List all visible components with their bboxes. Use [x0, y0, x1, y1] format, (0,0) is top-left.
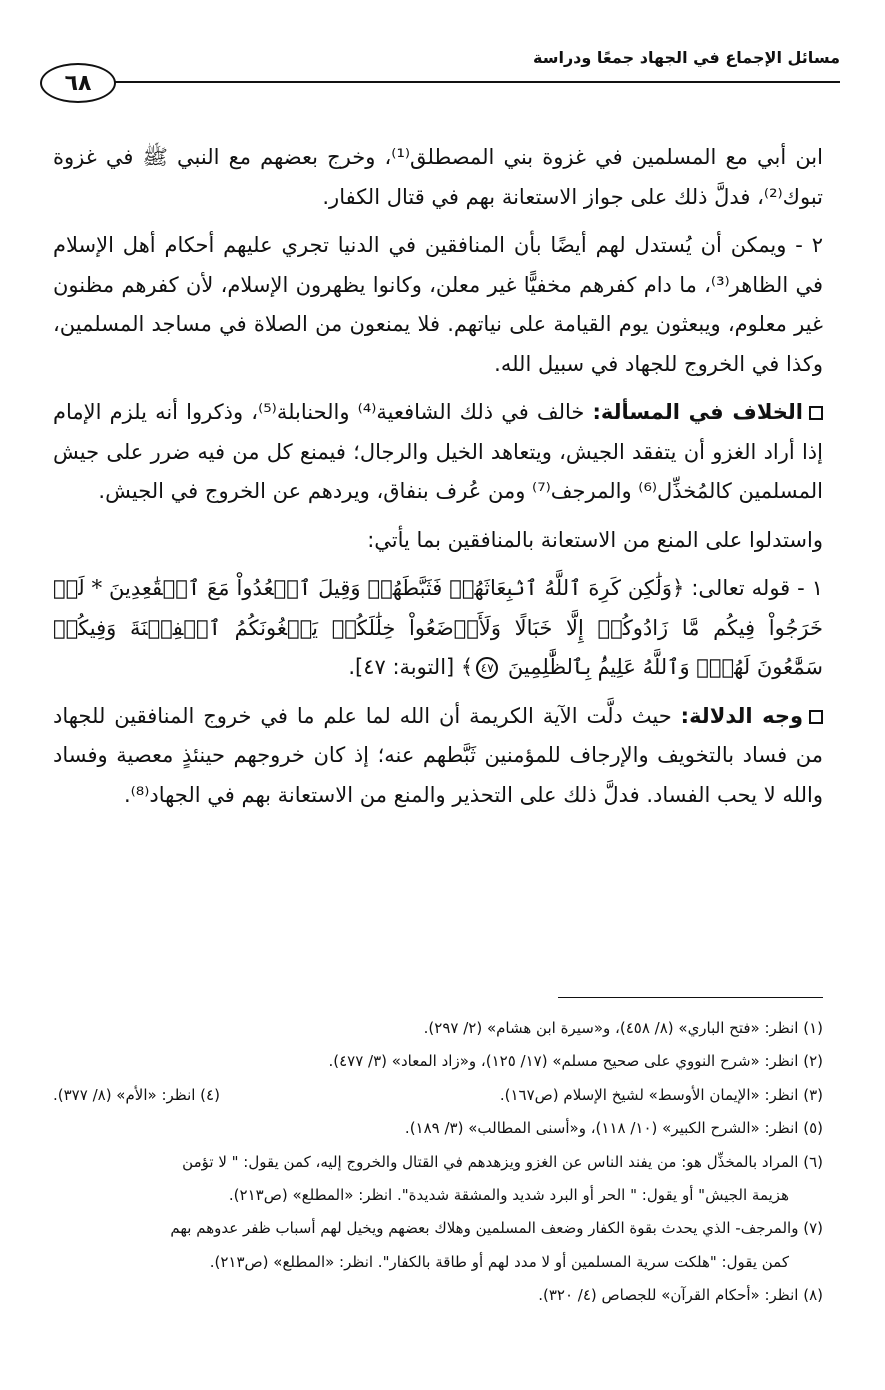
footnote-7-line-1: (٧) والمرجف- الذي يحدث بقوة الكفار وضعف المسلمين وهلاك بعضهم ويخيل لهم أسباب ظفر عدوهم بهم	[170, 1219, 823, 1238]
wajh-heading: وجه الدلالة:	[680, 703, 804, 728]
footnote-3: (٣) انظر: «الإيمان الأوسط» لشيخ الإسلام (ص١٦٧).	[499, 1085, 823, 1104]
running-title: مسائل الإجماع في الجهاد جمعًا ودراسة	[533, 48, 840, 67]
page-number-badge	[40, 63, 116, 103]
header-rule	[110, 81, 840, 83]
footnote-1: (١) انظر: «فتح الباري» (٨/ ٤٥٨)، و«سيرة ابن هشام» (٢/ ٢٩٧).	[423, 1019, 823, 1037]
wajh-text: حيث دلَّت الآية الكريمة أن الله لما علم ما في خروج المنافقين للجهاد من فساد بالتخويف والإرجاف للمؤمنين ثَبَّطهم عنه؛ إذ كان خروجهم حينئذٍ معصية وفساد والله لا يحب الفساد. فدلَّ ذلك على التحذير والمنع من الاستعانة بهم في الجهاد⁽⁸⁾.	[53, 703, 823, 807]
paragraph-khilaf	[53, 393, 823, 512]
paragraph-evidence-intro: واستدلوا على المنع من الاستعانة بالمنافقين بما يأتي:	[367, 527, 823, 552]
evidence-label: ١ - قوله تعالى:	[691, 576, 824, 600]
footnote-6-line-2: هزيمة الجيش" أو يقول: " الحر أو البرد شديد والمشقة شديدة". انظر: «المطلع» (ص٢١٣).	[228, 1186, 789, 1205]
footnote-7-line-2: كمن يقول: "هلكت سرية المسلمين أو لا مدد لهم أو طاقة بالكفار". انظر: «المطلع» (ص٢١٣).	[209, 1252, 789, 1271]
paragraph-2: ٢ - ويمكن أن يُستدل لهم أيضًا بأن المنافقين في الدنيا تجري عليهم أحكام أهل الإسلام في الظاهر⁽³⁾، ما دام كفرهم مخفيًّا غير معلن، وكانوا يظهرون الإسلام، لأن كفرهم مظنون غير معلوم، ويبعثون يوم القيامة على نياتهم. فلا يمنعون من الصلاة في مساجد المسلمين، وكذا في الخروج للجهاد في سبيل الله.	[53, 233, 823, 376]
paragraph-1: ابن أبي مع المسلمين في غزوة بني المصطلق⁽¹⁾، وخرج بعضهم مع النبي ﷺ في غزوة تبوك⁽²⁾، فدلَّ ذلك على جواز الاستعانة بهم في قتال الكفار.	[53, 145, 823, 209]
main-text	[53, 138, 823, 824]
footnote-5: (٥) انظر: «الشرح الكبير» (١٠/ ١١٨)، و«أسنى المطالب» (٣/ ١٨٩).	[404, 1119, 823, 1138]
ayah-number-marker: ٤٧	[476, 657, 498, 679]
paragraph-wajh	[53, 697, 823, 816]
page-header	[40, 48, 840, 108]
footnotes	[53, 1012, 823, 1313]
quran-verse: ﴿وَلَٰكِن كَرِهَ ٱللَّهُ ٱنۢبِعَاثَهُمۡ فَثَبَّطَهُمۡ وَقِيلَ ٱقۡعُدُواْ مَعَ ٱلۡقَٰعِدِينَ * لَوۡ خَرَجُواْ فِيكُم مَّا زَادُوكُمۡ إِلَّا خَبَالًا وَلَأَوۡضَعُواْ خِلَٰلَكُمۡ يَبۡغُونَكُمُ ٱلۡفِتۡنَةَ وَفِيكُمۡ سَمَّٰعُونَ لَهُمۡۗ وَٱللَّهُ عَلِيمُۢ بِٱلظَّٰلِمِينَ	[53, 576, 823, 679]
paragraph-verse	[53, 569, 823, 688]
footnote-2: (٢) انظر: «شرح النووي على صحيح مسلم» (١٧/ ١٢٥)، و«زاد المعاد» (٣/ ٤٧٧).	[328, 1052, 823, 1071]
khilaf-heading: الخلاف في المسألة:	[592, 400, 803, 424]
footnote-6-line-1: (٦) المراد بالمخذِّل هو: من يفند الناس عن الغزو ويزهدهم في القتال والخروج إليه، كمن يقول: " لا تؤمن	[182, 1152, 823, 1171]
page-number: ٦٨	[64, 70, 92, 96]
footnote-row-3-4	[53, 1079, 823, 1112]
khilaf-text: خالف في ذلك الشافعية⁽⁴⁾ والحنابلة⁽⁵⁾، وذكروا أنه يلزم الإمام إذا أراد الغزو أن يتفقد الجيش، ويتعاهد الخيل والرجال؛ فيمنع كل من فيه ضرر على جيش المسلمين كالمُخذِّل⁽⁶⁾ والمرجف⁽⁷⁾ ومن عُرف بنفاق، ويردهم عن الخروج في الجيش.	[53, 400, 823, 503]
footnote-4: (٤) انظر: «الأم» (٨/ ٣٧٧).	[53, 1085, 220, 1104]
square-bullet-icon	[809, 406, 823, 420]
footnote-8: (٨) انظر: «أحكام القرآن» للجصاص (٤/ ٣٢٠).	[538, 1286, 823, 1305]
square-bullet-icon	[809, 710, 823, 724]
verse-reference: ﴾ [التوبة: ٤٧].	[348, 655, 474, 679]
footnote-separator	[558, 997, 823, 998]
